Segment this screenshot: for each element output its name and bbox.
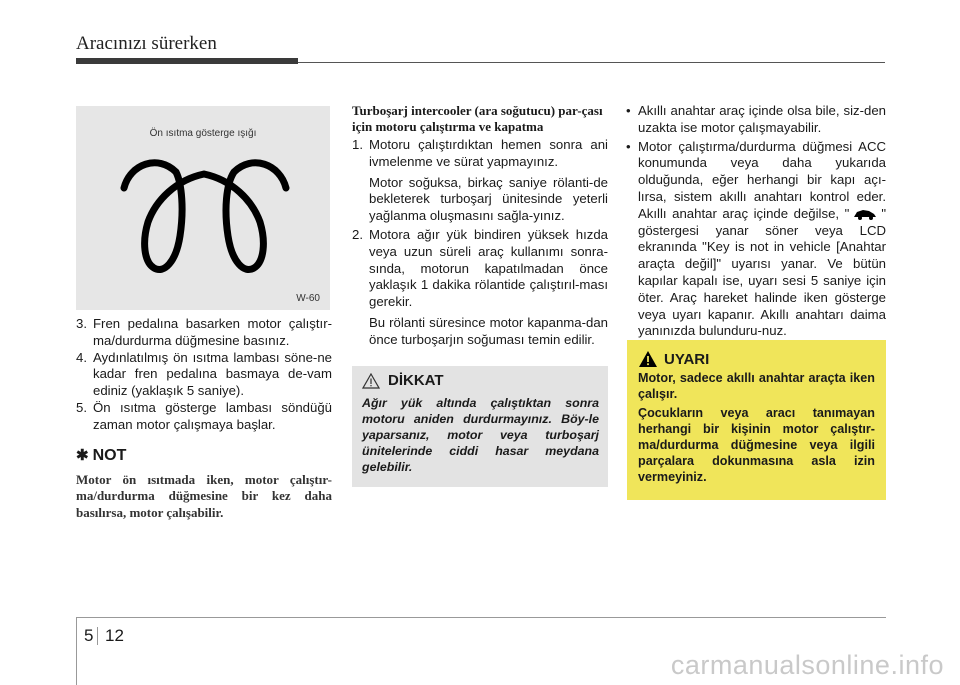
step-2: [352, 227, 608, 311]
note-heading-label: NOT: [92, 446, 127, 464]
watermark: carmanualsonline.info: [670, 650, 944, 680]
warning-paragraph-2: Çocukların veya aracı tanımayan herhangi bir kişinin motor çalıştır-ma/durdurma düğmesine veya ilgili parçalara dokunmasına asla izin vermeyiniz.: [638, 406, 875, 484]
step-text: Fren pedalına basarken motor çalıştır-ma/durdurma düğmesine basınız.: [93, 316, 332, 348]
figure-code: W-60: [296, 293, 320, 304]
step-number: 5.: [76, 399, 87, 415]
note-body: Motor ön ısıtmada iken, motor çalıştır-ma/durdurma düğmesine bir kez daha basılırsa, motor çalışabilir.: [76, 471, 332, 520]
step-text: Aydınlatılmış ön ısıtma lambası söne-ne kadar fren pedalına basmaya de-vam ediniz (yaklaşık 5 saniye).: [93, 349, 332, 399]
step-number: 4.: [76, 349, 87, 365]
step-1: [352, 137, 608, 171]
step-number: 1.: [352, 137, 363, 152]
glow-plug-icon: [120, 150, 290, 282]
step-text: Motora ağır yük bindiren yüksek hızda veya uzun süreli araç kullanımı sonra-sında, motorun kapatılmadan önce yaklaşık 1 dakika rölantide çalıştırıl-ması gerekir.: [369, 226, 608, 310]
column-left: [76, 316, 332, 521]
caution-body: Ağır yük altında çalıştıktan sonra motoru aniden durdurmayınız. Böy-le yaparsanız, motor veya turboşarj ünitelerinde ciddi hasar meydana gelebilir.: [362, 396, 599, 474]
bullet-1: [626, 103, 886, 137]
warning-paragraph-1: Motor, sadece akıllı anahtar araçta iken çalışır.: [638, 371, 875, 401]
warning-body: [638, 370, 875, 485]
bullet-text-part-2: " göstergesi yanar söner veya LCD ekranında "Key is not in vehicle [Anahtar araçta değil]" uyarısı yanar. Ve bütün kapılar kapalı ise, uyarı sesi 5 saniye için öter. Araç hareket halinde iken gösterge veya uyarı kapanır. Akıllı anahtarı daima yanınızda bulunduru-nuz.: [638, 205, 886, 339]
chapter-number: 5: [84, 626, 94, 645]
caution-heading: [362, 372, 599, 389]
step-number: 2.: [352, 226, 363, 242]
footer-separator: [97, 627, 98, 645]
header-title: Aracınızı sürerken: [76, 33, 217, 54]
step-text: Motoru çalıştırdıktan hemen sonra ani ivmelenme ve sürat yapmayınız.: [369, 137, 608, 169]
smart-key-icon: [853, 208, 877, 220]
step-3: [76, 316, 332, 350]
step-5: [76, 400, 332, 434]
bullet-dot: •: [626, 138, 631, 154]
bullet-2: [626, 139, 886, 341]
bullet-text: [638, 139, 886, 341]
warning-heading: [638, 350, 875, 368]
warning-box: [627, 340, 886, 500]
column-middle: [352, 103, 608, 349]
warning-heading-label: UYARI: [664, 350, 710, 368]
step-4: [76, 350, 332, 400]
caution-box: [352, 366, 608, 487]
bullet-text: Akıllı anahtar araç içinde olsa bile, siz-den uzakta ise motor çalışmayabilir.: [638, 103, 886, 135]
caution-heading-label: DİKKAT: [388, 372, 444, 389]
column-right: [626, 103, 886, 340]
star-icon: ✱: [76, 446, 89, 464]
step-2-extra: Bu rölanti süresince motor kapanma-dan önce turboşarjın soğuması temin edilir.: [369, 314, 608, 347]
header-rule: [298, 62, 885, 63]
warning-triangle-icon: [638, 350, 658, 368]
figure-caption: Ön ısıtma gösterge ışığı: [149, 128, 257, 139]
footer-vertical-rule: [76, 617, 77, 685]
bullet-text-part-1: Motor çalıştırma/durdurma düğmesi ACC konumunda veya daha yukarıda olduğunda, eğer herhangi bir kapı açı-lırsa, sistem akıllı anahtarı kontrol eder. Akıllı anahtar araç içinde değilse, ": [638, 138, 886, 221]
step-1-extra: Motor soğuksa, birkaç saniye rölanti-de bekleterek turboşarj ünitesinde yeterli yağlanma oluşmasını sağla-yınız.: [369, 174, 608, 224]
section-heading: Turboşarj intercooler (ara soğutucu) par-çası için motoru çalıştırma ve kapatma: [352, 103, 603, 134]
figure: [76, 106, 330, 310]
step-text: Ön ısıtma gösterge lambası söndüğü zaman motor çalışmaya başlar.: [93, 399, 332, 432]
header-bar: [76, 58, 298, 64]
note-heading: [76, 446, 332, 466]
step-number: 3.: [76, 316, 87, 331]
caution-triangle-icon: [362, 373, 380, 389]
page-number: 12: [105, 626, 124, 645]
bullet-dot: •: [626, 103, 631, 118]
footer-horizontal-rule: [76, 617, 886, 618]
